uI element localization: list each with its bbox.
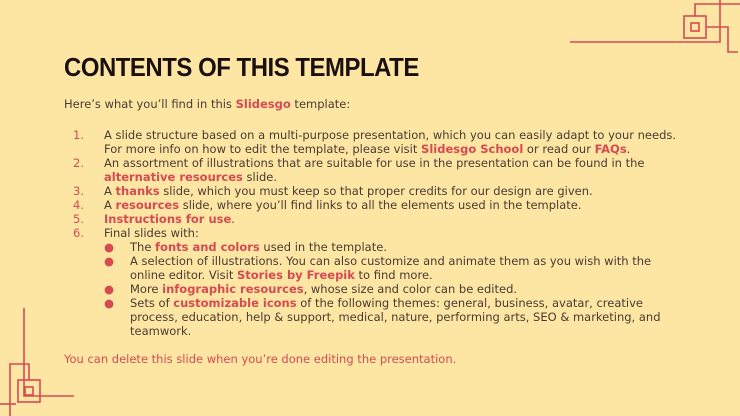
item-number: 3. <box>73 184 84 198</box>
list-item <box>64 198 684 212</box>
body-text: The <box>130 240 156 254</box>
sub-item-text <box>130 282 517 296</box>
body-text: A <box>104 198 116 212</box>
slidesgo-link[interactable]: Slidesgo <box>235 97 291 111</box>
item-text <box>104 226 199 240</box>
intro-text <box>64 97 350 111</box>
page-title: CONTENTS OF THIS TEMPLATE <box>64 52 419 82</box>
body-text: A slide structure based on a multi-purpose presentation, which you can easily adapt to your needs. For more info on how to edit the template, please visit <box>104 128 677 156</box>
highlight-link[interactable]: Instructions for use <box>104 212 232 226</box>
item-text <box>104 212 235 226</box>
body-text: . <box>231 212 235 226</box>
item-text <box>104 184 593 198</box>
body-text: Final slides with: <box>104 226 199 240</box>
bullet-icon: ● <box>104 296 115 310</box>
item-number: 2. <box>73 156 84 170</box>
highlight-link[interactable]: fonts and colors <box>155 240 260 254</box>
highlight-link[interactable]: infographic resources <box>162 282 304 296</box>
body-text: of the following themes: general, business, avatar, creative process, education, help & support, medical, nature, performing arts, SEO & marketing, and teamwork. <box>130 296 661 338</box>
list-item <box>64 226 684 338</box>
body-text: Sets of <box>130 296 174 310</box>
highlight-link[interactable]: Slidesgo School <box>421 142 524 156</box>
body-text: or read our <box>523 142 595 156</box>
sub-list <box>104 240 684 338</box>
bullet-icon: ● <box>104 282 115 296</box>
item-number: 1. <box>73 128 84 142</box>
body-text: slide, where you’ll find links to all the elements used in the template. <box>179 198 582 212</box>
item-text <box>104 128 676 156</box>
bullet-icon: ● <box>104 254 115 268</box>
item-text <box>104 198 582 212</box>
sub-list-item <box>104 240 684 254</box>
list-item <box>64 212 684 226</box>
body-text: slide. <box>242 170 277 184</box>
list-item <box>64 156 684 184</box>
highlight-link[interactable]: Stories by Freepik <box>237 268 355 282</box>
body-text: used in the template. <box>259 240 387 254</box>
highlight-link[interactable]: customizable icons <box>173 296 297 310</box>
highlight-link[interactable]: resources <box>115 198 180 212</box>
item-text <box>104 156 645 184</box>
sub-list-item <box>104 296 684 338</box>
highlight-link[interactable]: thanks <box>115 184 160 198</box>
body-text: , whose size and color can be edited. <box>303 282 518 296</box>
contents-list <box>64 128 684 338</box>
sub-list-item <box>104 254 684 282</box>
intro-pre: Here’s what you’ll find in this <box>64 97 236 111</box>
item-number: 6. <box>73 226 84 240</box>
item-number: 5. <box>73 212 84 226</box>
sub-item-text <box>130 254 651 282</box>
item-number: 4. <box>73 198 84 212</box>
sub-item-text <box>130 296 661 338</box>
corner-ornament-top-right <box>570 0 740 62</box>
body-text: . <box>626 142 631 156</box>
body-text: A selection of illustrations. You can also customize and animate them as you wish with the online editor. Visit <box>130 254 652 282</box>
body-text: More <box>130 282 163 296</box>
list-item <box>64 128 684 156</box>
sub-item-text <box>130 240 387 254</box>
highlight-link[interactable]: FAQs <box>594 142 627 156</box>
body-text: to find more. <box>354 268 433 282</box>
body-text: slide, which you must keep so that proper credits for our design are given. <box>159 184 593 198</box>
body-text: A <box>104 184 116 198</box>
sub-list-item <box>104 282 684 296</box>
bullet-icon: ● <box>104 240 115 254</box>
list-item <box>64 184 684 198</box>
footer-note: You can delete this slide when you’re done editing the presentation. <box>64 352 457 366</box>
intro-post: template: <box>290 97 351 111</box>
body-text: An assortment of illustrations that are suitable for use in the presentation can be found in the <box>104 156 645 170</box>
highlight-link[interactable]: alternative resources <box>104 170 243 184</box>
